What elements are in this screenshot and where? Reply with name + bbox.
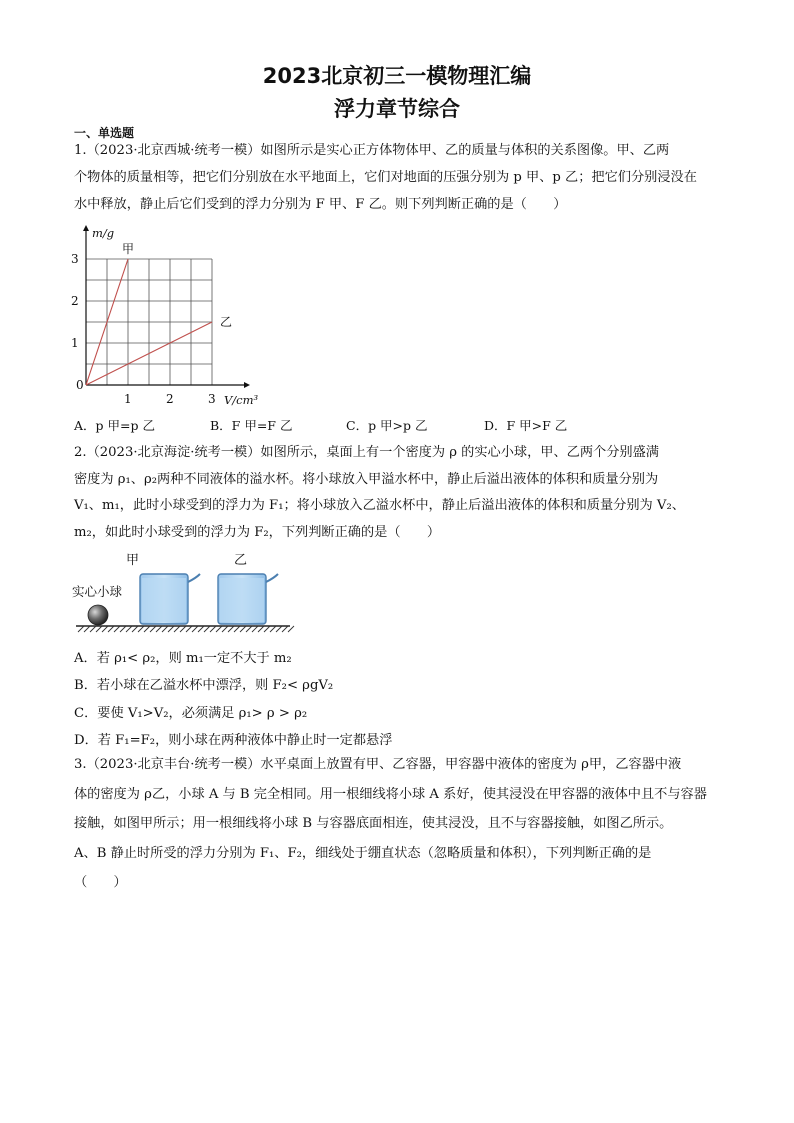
y-tick-label: 1 [71, 336, 79, 350]
hatch-stroke [288, 626, 294, 632]
x-axis-label: V/cm³ [224, 393, 259, 407]
hatch-stroke [222, 626, 228, 632]
hatch-stroke [156, 626, 162, 632]
hatch-stroke [252, 626, 258, 632]
y-axis-label: m/g [92, 226, 115, 240]
q1-option-b[interactable]: B．F 甲=F 乙 [210, 418, 293, 433]
q2-overflow-cups-figure [68, 548, 298, 634]
overflow-cup-2 [218, 574, 278, 624]
table-hatching [78, 626, 294, 632]
q3-line-1: 3.（2023·北京丰台·统考一模）水平桌面上放置有甲、乙容器，甲容器中液体的密度为 ρ甲，乙容器中液 [74, 757, 682, 772]
hatch-stroke [264, 626, 270, 632]
hatch-stroke [102, 626, 108, 632]
hatch-stroke [114, 626, 120, 632]
hatch-stroke [174, 626, 180, 632]
cup1-label: 甲 [126, 553, 140, 568]
q1-option-c[interactable]: C．p 甲>p 乙 [346, 418, 428, 433]
q2-option-a[interactable]: A．若 ρ₁< ρ₂，则 m₁一定不大于 m₂ [74, 651, 292, 666]
q2-line-4: m₂，如此时小球受到的浮力为 F₂，下列判断正确的是（ ） [74, 525, 441, 540]
q2-option-d[interactable]: D．若 F₁=F₂，则小球在两种液体中静止时一定都悬浮 [74, 733, 393, 748]
hatch-stroke [240, 626, 246, 632]
document-subtitle: 浮力章节综合 [334, 97, 460, 121]
hatch-stroke [90, 626, 96, 632]
hatch-stroke [162, 626, 168, 632]
hatch-stroke [216, 626, 222, 632]
hatch-stroke [198, 626, 204, 632]
hatch-stroke [186, 626, 192, 632]
hatch-stroke [246, 626, 252, 632]
x-tick-label: 1 [124, 392, 132, 406]
ball-label: 实心小球 [72, 584, 123, 599]
q3-line-3: 接触，如图甲所示；用一根细线将小球 B 与容器底面相连，使其浸没，且不与容器接触，如图乙所示。 [74, 816, 673, 831]
origin-tick-label: 0 [76, 378, 84, 392]
hatch-stroke [270, 626, 276, 632]
hatch-stroke [168, 626, 174, 632]
hatch-stroke [234, 626, 240, 632]
q1-option-d[interactable]: D．F 甲>F 乙 [484, 418, 568, 433]
q1-mass-volume-chart [60, 222, 290, 412]
hatch-stroke [126, 626, 132, 632]
x-axis-arrow [244, 382, 250, 388]
overflow-cup-1 [140, 574, 200, 624]
q3-line-4: A、B 静止时所受的浮力分别为 F₁、F₂，细线处于绷直状态（忽略质量和体积），下列判断正确的是 [74, 846, 652, 861]
chart-grid [86, 259, 212, 385]
q3-line-5: （ ） [74, 875, 127, 890]
x-tick-label: 3 [208, 392, 216, 406]
y-tick-label: 2 [71, 294, 79, 308]
q1-option-a[interactable]: A．p 甲=p 乙 [74, 418, 155, 433]
solid-ball-icon [88, 605, 108, 625]
hatch-stroke [192, 626, 198, 632]
hatch-stroke [210, 626, 216, 632]
hatch-stroke [144, 626, 150, 632]
hatch-stroke [108, 626, 114, 632]
q2-line-3: V₁、m₁，此时小球受到的浮力为 F₁；将小球放入乙溢水杯中，静止后溢出液体的体积和质量分别为 V₂、 [74, 498, 685, 513]
hatch-stroke [150, 626, 156, 632]
cup2-label: 乙 [234, 553, 248, 568]
q2-option-c[interactable]: C．要使 V₁>V₂，必须满足 ρ₁> ρ > ρ₂ [74, 706, 308, 721]
x-tick-label: 2 [166, 392, 174, 406]
chart-labels [71, 226, 259, 407]
document-title: 2023北京初三一模物理汇编 [262, 64, 532, 88]
hatch-stroke [204, 626, 210, 632]
q2-line-2: 密度为 ρ₁、ρ₂两种不同液体的溢水杯。将小球放入甲溢水杯中，静止后溢出液体的体积和质量分别为 [74, 472, 659, 487]
hatch-stroke [258, 626, 264, 632]
q1-line-1: 1.（2023·北京西城·统考一模）如图所示是实心正方体物体甲、乙的质量与体积的关系图像。甲、乙两 [74, 143, 670, 158]
q2-line-1: 2.（2023·北京海淀·统考一模）如图所示，桌面上有一个密度为 ρ 的实心小球，甲、乙两个分别盛满 [74, 445, 659, 460]
q1-line-3: 水中释放，静止后它们受到的浮力分别为 F 甲、F 乙。则下列判断正确的是（ ） [74, 197, 567, 212]
hatch-stroke [84, 626, 90, 632]
series-label-2: 乙 [220, 315, 233, 329]
hatch-stroke [120, 626, 126, 632]
y-axis-arrow [83, 225, 89, 231]
hatch-stroke [138, 626, 144, 632]
hatch-stroke [180, 626, 186, 632]
series-label-1: 甲 [122, 242, 135, 256]
chart-axes [83, 225, 250, 388]
q2-option-b[interactable]: B．若小球在乙溢水杯中漂浮，则 F₂< ρgV₂ [74, 678, 334, 693]
q3-line-2: 体的密度为 ρ乙，小球 A 与 B 完全相同。用一根细线将小球 A 系好，使其浸没在甲容器的液体中且不与容器 [74, 787, 707, 802]
hatch-stroke [132, 626, 138, 632]
q1-line-2: 个物体的质量相等，把它们分别放在水平地面上，它们对地面的压强分别为 p 甲、p 乙；把它们分别浸没在 [74, 170, 697, 185]
hatch-stroke [282, 626, 288, 632]
hatch-stroke [78, 626, 84, 632]
hatch-stroke [276, 626, 282, 632]
hatch-stroke [96, 626, 102, 632]
y-tick-label: 3 [71, 252, 79, 266]
section-heading: 一、单选题 [74, 126, 135, 140]
hatch-stroke [228, 626, 234, 632]
